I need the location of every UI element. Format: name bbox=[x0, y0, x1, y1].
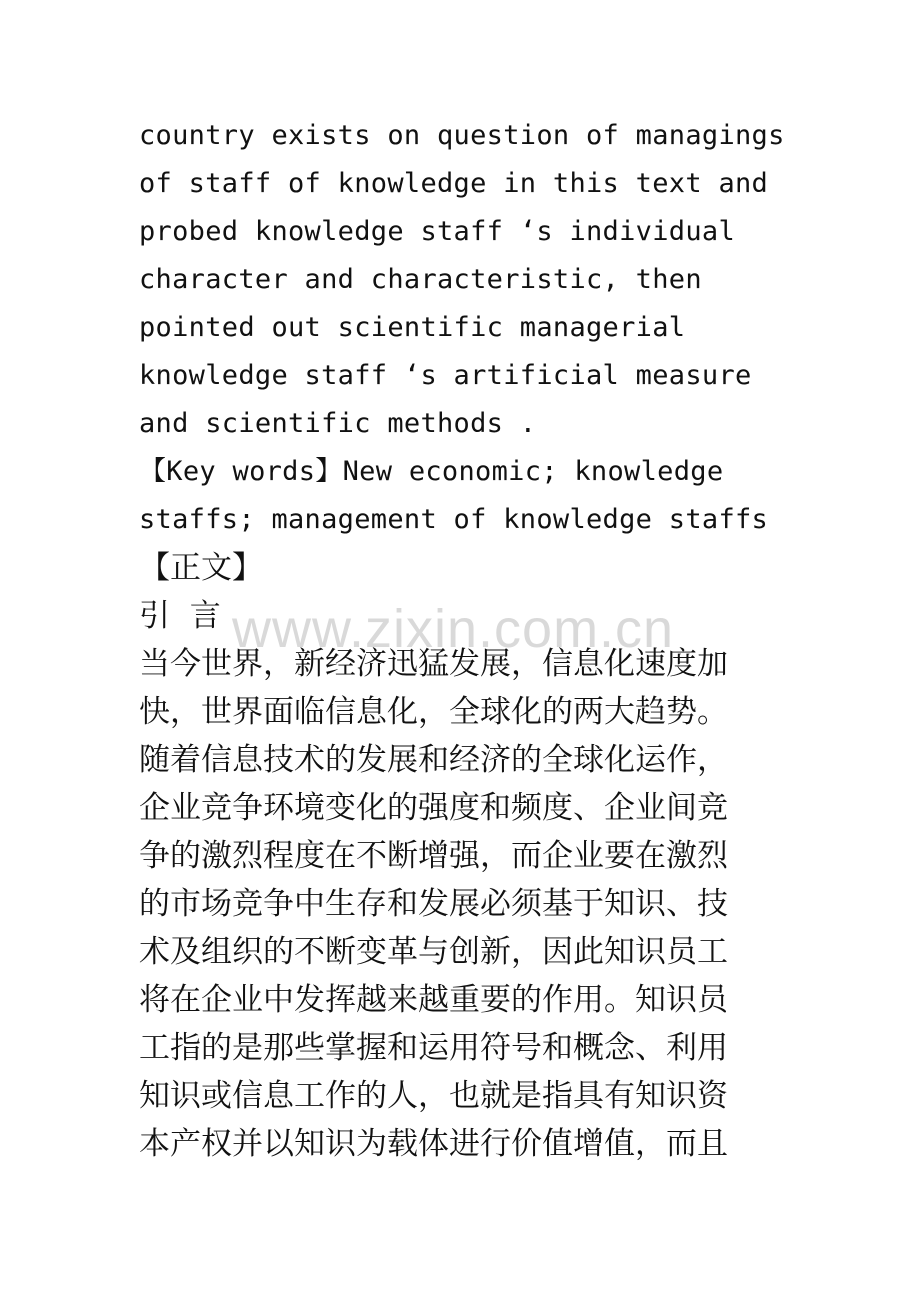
paragraph-line: 快，世界面临信息化，全球化的两大趋势。 bbox=[139, 694, 728, 730]
keywords-block bbox=[139, 448, 799, 544]
document-content bbox=[139, 112, 799, 1168]
paragraph-line: 将在企业中发挥越来越重要的作用。知识员 bbox=[139, 982, 728, 1018]
paragraph-line: 当今世界，新经济迅猛发展，信息化速度加 bbox=[139, 646, 728, 682]
paragraph-line: 争的激烈程度在不断增强，而企业要在激烈 bbox=[139, 838, 728, 874]
abstract-line: and scientific methods . bbox=[139, 408, 537, 439]
section-title: 引 言 bbox=[139, 598, 221, 634]
abstract-line: knowledge staff ‘s artificial measure bbox=[139, 360, 752, 391]
paragraph-line: 本产权并以知识为载体进行价值增值，而且 bbox=[139, 1126, 728, 1162]
body-paragraph bbox=[139, 640, 799, 1168]
keywords-line: staffs; management of knowledge staffs bbox=[139, 504, 769, 535]
body-heading: 【正文】 bbox=[139, 550, 263, 586]
abstract-english bbox=[139, 112, 799, 448]
paragraph-line: 术及组织的不断变革与创新，因此知识员工 bbox=[139, 934, 728, 970]
paragraph-line: 的市场竞争中生存和发展必须基于知识、技 bbox=[139, 886, 728, 922]
keywords-line: 【Key words】New economic; knowledge bbox=[139, 456, 724, 487]
watermark: www.zixin.com.cn bbox=[232, 599, 675, 659]
paragraph-line: 工指的是那些掌握和运用符号和概念、利用 bbox=[139, 1030, 728, 1066]
abstract-line: pointed out scientific managerial bbox=[139, 312, 686, 343]
abstract-line: country exists on question of managings bbox=[139, 120, 785, 151]
abstract-line: probed knowledge staff ‘s individual bbox=[139, 216, 735, 247]
abstract-line: of staff of knowledge in this text and bbox=[139, 168, 769, 199]
abstract-line: character and characteristic, then bbox=[139, 264, 702, 295]
paragraph-line: 知识或信息工作的人，也就是指具有知识资 bbox=[139, 1078, 728, 1114]
paragraph-line: 随着信息技术的发展和经济的全球化运作， bbox=[139, 742, 728, 778]
paragraph-line: 企业竞争环境变化的强度和频度、企业间竞 bbox=[139, 790, 728, 826]
